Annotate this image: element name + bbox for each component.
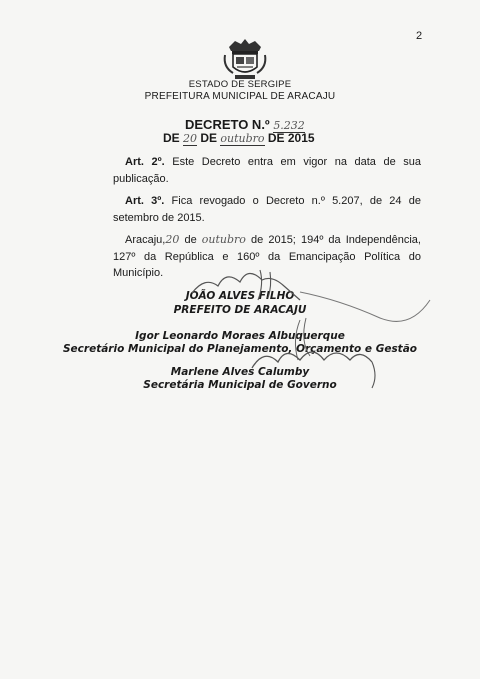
- closing-day: 20: [165, 233, 180, 246]
- closing-city: Aracaju,: [125, 234, 166, 246]
- decree-date-de-2: DE: [200, 131, 218, 145]
- article-3: [113, 193, 421, 226]
- secretary-1-name: Igor Leonardo Moraes Albuquerque: [135, 330, 345, 342]
- page-number: 2: [416, 30, 423, 42]
- article-3-text: Fica revogado o Decreto n.º 5.207, de 24 de setembro de 2015.: [113, 195, 421, 224]
- closing-paragraph: [113, 232, 421, 282]
- article-2-text: Este Decreto entra em vigor na data de sua publicação.: [113, 156, 421, 185]
- secretary-1-title: Secretário Municipal do Planejamento, Orçamento e Gestão: [62, 343, 418, 355]
- decree-day: 20: [183, 132, 198, 145]
- secretary-2-name: Marlene Alves Calumby: [170, 366, 310, 378]
- closing-de: de: [179, 234, 202, 246]
- decree-month: outubro: [220, 132, 265, 145]
- decree-date: [163, 131, 315, 146]
- mayor-name: JOÃO ALVES FILHO: [185, 290, 295, 302]
- prefeitura-heading: PREFEITURA MUNICIPAL DE ARACAJU: [144, 91, 336, 102]
- decree-number: 5.232: [273, 119, 305, 132]
- closing-month: outubro: [201, 233, 246, 246]
- decree-year: DE 2015: [267, 131, 315, 145]
- article-3-label: Art. 3º.: [125, 195, 165, 207]
- state-heading: ESTADO DE SERGIPE: [188, 79, 292, 90]
- mayor-title: PREFEITO DE ARACAJU: [173, 304, 307, 316]
- article-2: [113, 154, 421, 187]
- decree-date-de: DE: [163, 131, 180, 145]
- coat-of-arms-icon: [221, 33, 269, 81]
- article-2-label: Art. 2º.: [125, 156, 165, 168]
- closing-rest: de 2015; 194º da Independência, 127º da República e 160º da Emancipação Política do Município.: [113, 234, 421, 279]
- secretary-2-title: Secretária Municipal de Governo: [143, 379, 337, 391]
- decree-title-prefix: DECRETO N.º: [185, 117, 270, 132]
